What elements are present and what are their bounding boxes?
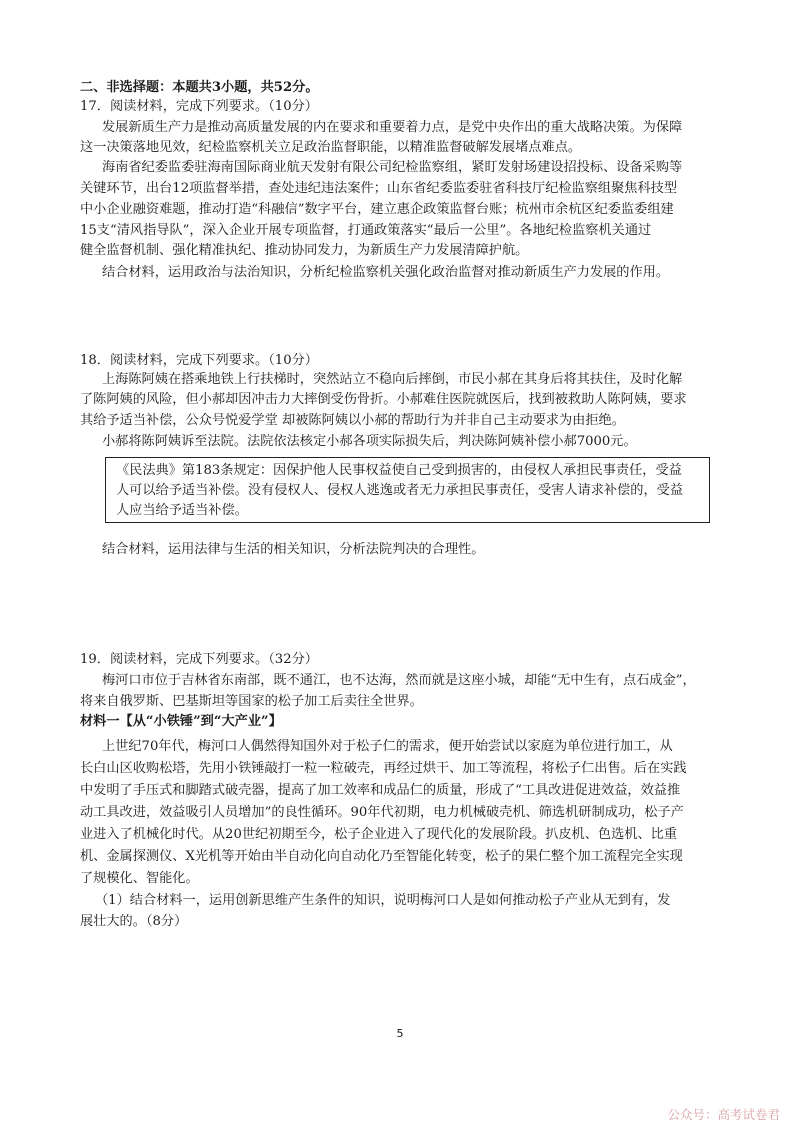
q17-line: 健全监督机制、强化精准执纪、推动协同发力，为新质生产力发展清障护航。 bbox=[80, 243, 529, 258]
watermark: 公众号：高考试卷君 bbox=[667, 1107, 780, 1122]
q19-head: 19．阅读材料，完成下列要求。（32分） bbox=[80, 652, 318, 667]
q17-line: 15支“清风指导队”，深入企业开展专项监督，打通政策落实“最后一公里”。各地纪检监察机关通过 bbox=[80, 223, 652, 238]
q17-head: 17．阅读材料，完成下列要求。（10分） bbox=[80, 99, 318, 114]
material-line: 长白山区收购松塔，先用小铁锤敲打一粒一粒破壳，再经过烘干、加工等流程，将松子仁出售。后在实践 bbox=[80, 761, 687, 776]
material-one-title: 材料一【从“小铁锤”到“大产业”】 bbox=[80, 714, 282, 729]
q18-line: 上海陈阿姨在搭乘地铁上行扶梯时，突然站立不稳向后摔倒，市民小郝在其身后将其扶住，及时化解 bbox=[102, 372, 683, 387]
q17-line: 海南省纪委监委驻海南国际商业航天发射有限公司纪检监察组，紧盯发射场建设招投标、设备采购等 bbox=[102, 160, 683, 175]
q18-head: 18．阅读材料，完成下列要求。（10分） bbox=[80, 353, 318, 368]
q19-intro: 梅河口市位于吉林省东南部，既不通江，也不达海，然而就是这座小城，却能“无中生有，点石成金”， bbox=[102, 673, 696, 688]
section-heading: 二、非选择题：本题共3小题，共52分。 bbox=[80, 80, 319, 95]
q18-line: 小郝将陈阿姨诉至法院。法院依法核定小郝各项实际损失后，判决陈阿姨补偿小郝7000元。 bbox=[102, 434, 637, 449]
q19-intro: 将来自俄罗斯、巴基斯坦等国家的松子加工后卖往全世界。 bbox=[80, 694, 423, 709]
material-line: 动工具改进，效益吸引人员增加”的良性循环。90年代初期，电力机械破壳机、筛选机研制成功，松子产 bbox=[80, 805, 684, 820]
q17-task: 结合材料，运用政治与法治知识，分析纪检监察机关强化政治监督对推动新质生产力发展的作用。 bbox=[102, 265, 670, 280]
q17-line: 这一决策落地见效，纪检监察机关立足政治监督职能，以精准监督破解发展堵点难点。 bbox=[80, 140, 582, 155]
q18-line: 了陈阿姨的风险，但小郝却因冲击力大摔倒受伤骨折。小郝难住医院就医后，找到被救助人陈阿姨，要求 bbox=[80, 392, 687, 407]
material-line: 中发明了手压式和脚踏式破壳器，提高了加工效率和成品仁的质量，形成了“工具改进促进效益，效益推 bbox=[80, 783, 681, 798]
q18-line: 其给予适当补偿，公众号悦爱学堂 却被陈阿姨以小郝的帮助行为并非自己主动要求为由拒绝。 bbox=[80, 413, 625, 428]
page-number: 5 bbox=[396, 1027, 404, 1040]
material-line: 机、金属探测仪、X光机等开始由半自动化向自动化乃至智能化转变，松子的果仁整个加工流程完全实现 bbox=[80, 849, 683, 864]
civil-code-line: 人应当给予适当补偿。 bbox=[116, 503, 248, 518]
q18-task: 结合材料，运用法律与生活的相关知识，分析法院判决的合理性。 bbox=[102, 542, 485, 557]
q17-line: 中小企业融资难题，推动打造“科融信”数字平台，建立惠企政策监督台账；杭州市余杭区纪委监委组建 bbox=[80, 202, 674, 217]
q17-line: 发展新质生产力是推动高质量发展的内在要求和重要着力点，是党中央作出的重大战略决策。为保障 bbox=[102, 120, 683, 135]
civil-code-line: 人可以给予适当补偿。没有侵权人、侵权人逃逸或者无力承担民事责任，受害人请求补偿的，受益 bbox=[116, 483, 684, 498]
civil-code-line: 《民法典》第183条规定：因保护他人民事权益使自己受到损害的，由侵权人承担民事责任，受益 bbox=[116, 463, 682, 478]
civil-code-box bbox=[105, 457, 710, 523]
q19-sub1: （1）结合材料一，运用创新思维产生条件的知识，说明梅河口人是如何推动松子产业从无到有，发 bbox=[95, 893, 671, 908]
material-line: 业进入了机械化时代。从20世纪初期至今，松子企业进入了现代化的发展阶段。扒皮机、色选机、比重 bbox=[80, 827, 678, 842]
material-line: 上世纪70年代，梅河口人偶然得知国外对于松子仁的需求，便开始尝试以家庭为单位进行加工，从 bbox=[102, 739, 673, 754]
q19-sub1: 展壮大的。（8分） bbox=[80, 914, 188, 929]
q17-line: 关键环节，出台12项监督举措，查处违纪违法案件；山东省纪委监委驻省科技厅纪检监察组聚焦科技型 bbox=[80, 181, 678, 196]
material-line: 了规模化、智能化。 bbox=[80, 871, 199, 886]
